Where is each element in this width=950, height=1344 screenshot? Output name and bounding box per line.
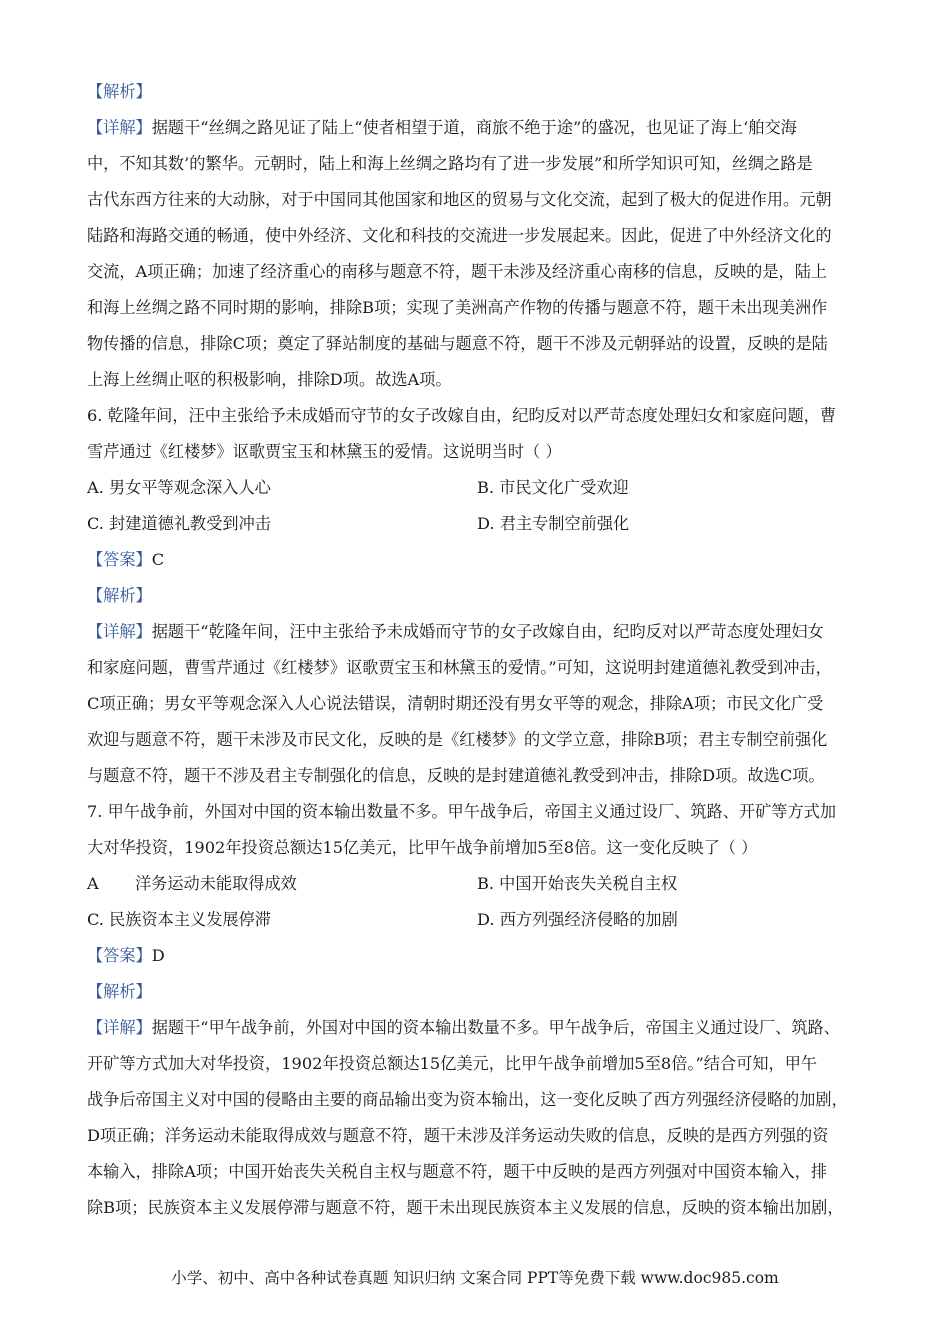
detail-tag: 【详解】 (87, 1018, 152, 1037)
analysis-heading: 【解析】 (87, 82, 152, 101)
q5-detail-line: 交流，A项正确；加速了经济重心的南移与题意不符，题干未涉及经济重心南移的信息，反映的是，陆上 (87, 262, 828, 281)
q7-option-c: C. 民族资本主义发展停滞 (87, 910, 271, 929)
analysis-heading: 【解析】 (87, 982, 152, 1001)
document-content (87, 74, 867, 1226)
q7-detail-line: 开矿等方式加大对华投资，1902年投资总额达15亿美元，比甲午战争前增加5至8倍。”结合可知，甲午 (87, 1054, 818, 1073)
q7-detail-line: 除B项；民族资本主义发展停滞与题意不符，题干未出现民族资本主义发展的信息，反映的资本输出加剧， (87, 1198, 844, 1217)
q5-detail-line: 和海上丝绸之路不同时期的影响，排除B项；实现了美洲高产作物的传播与题意不符，题干未出现美洲作 (87, 298, 828, 317)
analysis-heading: 【解析】 (87, 586, 152, 605)
q6-option-c: C. 封建道德礼教受到冲击 (87, 514, 271, 533)
q5-detail-line: 中，不知其数’的繁华。元朝时，陆上和海上丝绸之路均有了进一步发展”和所学知识可知，丝绸之路是 (87, 154, 813, 173)
q5-detail-line: 古代东西方往来的大动脉，对于中国同其他国家和地区的贸易与文化交流，起到了极大的促进作用。元朝 (87, 190, 832, 209)
q7-option-a: A 洋务运动未能取得成效 (87, 874, 297, 893)
q5-detail-line: 陆路和海路交通的畅通，使中外经济、文化和科技的交流进一步发展起来。因此，促进了中外经济文化的 (87, 226, 832, 245)
q6-stem-line: 雪芹通过《红楼梦》讴歌贾宝玉和林黛玉的爱情。这说明当时（ ） (87, 442, 562, 461)
q6-option-a: A. 男女平等观念深入人心 (87, 478, 271, 497)
detail-tag: 【详解】 (87, 622, 152, 641)
q7-detail-line: 【详解】据题干“甲午战争前，外国对中国的资本输出数量不多。甲午战争后，帝国主义通过设厂、筑路、 (87, 1018, 840, 1037)
q7-options-row (87, 866, 867, 902)
q6-option-d: D. 君主专制空前强化 (477, 514, 630, 533)
page-footer: 小学、初中、高中各种试卷真题 知识归纳 文案合同 PPT等免费下载 www.doc985.com (171, 1269, 779, 1287)
q6-answer: 【答案】C (87, 550, 165, 569)
q6-detail-line: 与题意不符，题干不涉及君主专制强化的信息，反映的是封建道德礼教受到冲击，排除D项。故选C项。 (87, 766, 825, 785)
q6-option-b: B. 市民文化广受欢迎 (477, 478, 629, 497)
q7-option-d: D. 西方列强经济侵略的加剧 (477, 910, 678, 929)
q7-stem-line: 大对华投资，1902年投资总额达15亿美元，比甲午战争前增加5至8倍。这一变化反映了（ ） (87, 838, 758, 857)
q7-options-row (87, 902, 867, 938)
q6-options-row (87, 506, 867, 542)
q7-stem-line: 7. 甲午战争前，外国对中国的资本输出数量不多。甲午战争后，帝国主义通过设厂、筑路、开矿等方式加 (87, 802, 837, 821)
q6-detail-line: 欢迎与题意不符，题干未涉及市民文化，反映的是《红楼梦》的文学立意，排除B项；君主专制空前强化 (87, 730, 828, 749)
q6-detail-line: 【详解】据题干“乾隆年间，汪中主张给予未成婚而守节的女子改嫁自由，纪昀反对以严苛态度处理妇女 (87, 622, 824, 641)
q6-detail-line: 和家庭问题，曹雪芹通过《红楼梦》讴歌贾宝玉和林黛玉的爱情。”可知，这说明封建道德礼教受到冲击， (87, 658, 832, 677)
q5-detail-line: 【详解】据题干“丝绸之路见证了陆上“使者相望于道，商旅不绝于途”的盛况，也见证了海上‘舶交海 (87, 118, 797, 137)
q7-option-b: B. 中国开始丧失关税自主权 (477, 874, 678, 893)
q7-detail-line: D项正确；洋务运动未能取得成效与题意不符，题干未涉及洋务运动失败的信息，反映的是西方列强的资 (87, 1126, 829, 1145)
q5-detail-line: 上海上丝绸止呕的积极影响，排除D项。故选A项。 (87, 370, 452, 389)
detail-tag: 【详解】 (87, 118, 152, 137)
q6-stem-line: 6. 乾隆年间，汪中主张给予未成婚而守节的女子改嫁自由，纪昀反对以严苛态度处理妇女和家庭问题，曹 (87, 406, 837, 425)
q6-options-row (87, 470, 867, 506)
q5-detail-line: 物传播的信息，排除C项；奠定了驿站制度的基础与题意不符，题干不涉及元朝驿站的设置，反映的是陆 (87, 334, 828, 353)
q6-detail-line: C项正确；男女平等观念深入人心说法错误，清朝时期还没有男女平等的观念，排除A项；市民文化广受 (87, 694, 824, 713)
q7-detail-line: 本输入，排除A项；中国开始丧失关税自主权与题意不符，题干中反映的是西方列强对中国资本输入，排 (87, 1162, 828, 1181)
q7-answer: 【答案】D (87, 946, 165, 965)
q7-detail-line: 战争后帝国主义对中国的侵略由主要的商品输出变为资本输出，这一变化反映了西方列强经济侵略的加剧， (87, 1090, 848, 1109)
